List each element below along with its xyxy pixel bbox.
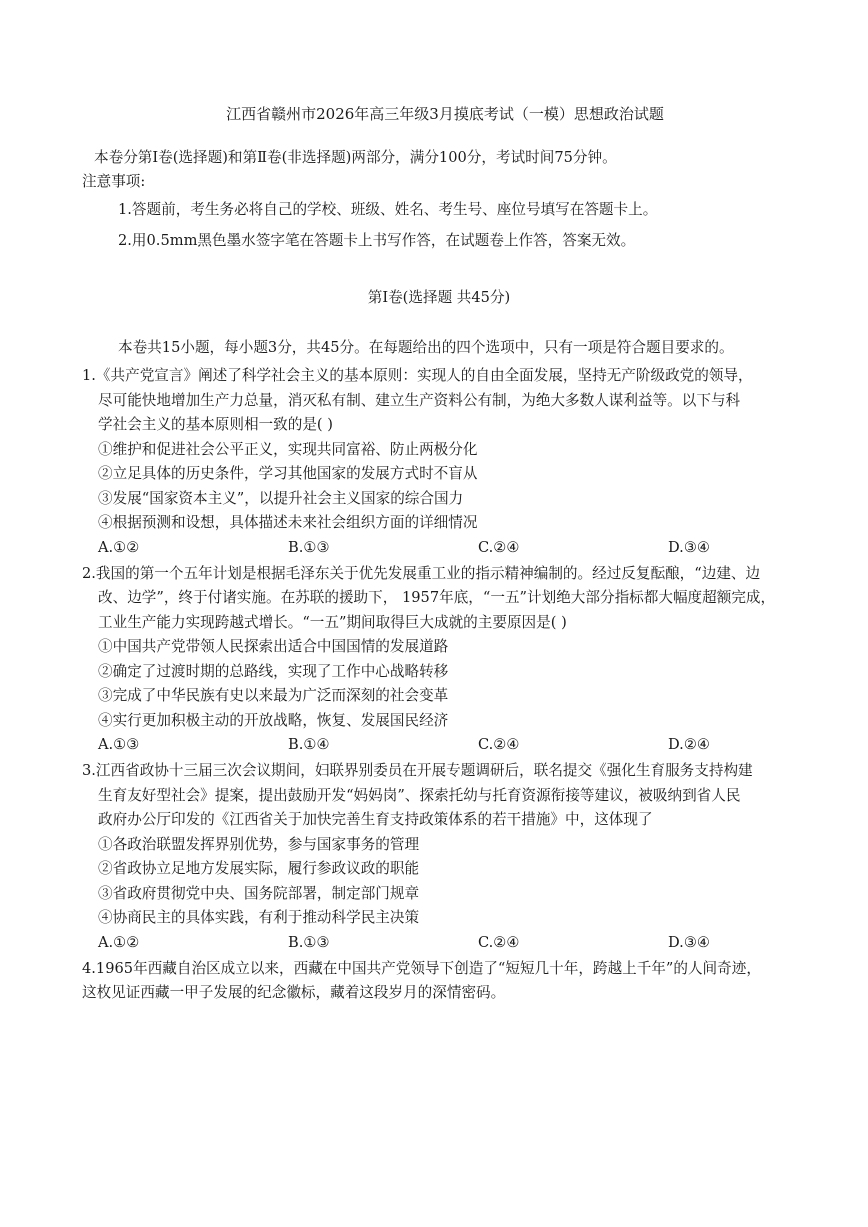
answer-choice-a: A.①② bbox=[98, 933, 140, 951]
answer-choice-b: B.①④ bbox=[288, 736, 330, 753]
question-3 bbox=[82, 759, 796, 955]
question-stem: 改、边学”，终于付诸实施。在苏联的援助下， 1957年底，“一五”计划绝大部分指标都大幅度超额完成， bbox=[98, 589, 776, 606]
answer-choice-d: D.③④ bbox=[668, 933, 710, 951]
question-option: ④协商民主的具体实践，有利于推动科学民主决策 bbox=[98, 909, 420, 926]
answer-choices bbox=[82, 931, 796, 955]
question-stem: 1.《共产党宣言》阐述了科学社会主义的基本原则：实现人的自由全面发展，坚持无产阶级政党的领导， bbox=[82, 367, 753, 384]
question-1 bbox=[82, 364, 796, 560]
question-stem: 这枚见证西藏一甲子发展的纪念徽标，藏着这段岁月的深情密码。 bbox=[82, 984, 506, 1001]
question-option: ④实行更加积极主动的开放战略，恢复、发展国民经济 bbox=[98, 711, 449, 729]
question-option: ③发展“国家资本主义”，以提升社会主义国家的综合国力 bbox=[98, 489, 464, 507]
question-stem: 2.我国的第一个五年计划是根据毛泽东关于优先发展重工业的指示精神编制的。经过反复酝酿，“边建、边 bbox=[82, 564, 761, 582]
question-option: ②确定了过渡时期的总路线，实现了工作中心战略转移 bbox=[98, 662, 449, 680]
question-option: ①中国共产党带领人民探索出适合中国国情的发展道路 bbox=[98, 638, 449, 655]
answer-choice-a: A.①③ bbox=[98, 736, 140, 753]
question-stem: 工业生产能力实现跨越式增长。“一五”期间取得巨大成就的主要原因是( ) bbox=[98, 613, 567, 631]
notice-item: 1.答题前，考生务必将自己的学校、班级、姓名、考生号、座位号填写在答题卡上。 bbox=[118, 201, 658, 218]
question-option: ③完成了中华民族有史以来最为广泛而深刻的社会变革 bbox=[98, 687, 449, 704]
question-option: ①维护和促进社会公平正义，实现共同富裕、防止两极分化 bbox=[98, 440, 478, 458]
answer-choice-b: B.①③ bbox=[288, 538, 330, 556]
question-stem: 学社会主义的基本原则相一致的是( ) bbox=[98, 416, 333, 433]
question-option: ③省政府贯彻党中央、国务院部署，制定部门规章 bbox=[98, 884, 420, 902]
answer-choice-c: C.②④ bbox=[478, 933, 520, 951]
question-2 bbox=[82, 562, 796, 758]
question-stem: 尽可能快地增加生产力总量，消灭私有制、建立生产资料公有制，为绝大多数人谋利益等。以下与科 bbox=[98, 391, 741, 409]
exam-title: 江西省赣州市2026年高三年级3月摸底考试（一模）思想政治试题 bbox=[226, 105, 664, 123]
question-stem: 生育友好型社会》提案，提出鼓励开发“妈妈岗”、探索托幼与托育资源衔接等建议，被吸纳到省人民 bbox=[98, 786, 741, 804]
notice-heading: 注意事项: bbox=[82, 173, 146, 190]
answer-choices bbox=[82, 536, 796, 560]
question-4 bbox=[82, 957, 796, 1006]
intro-line: 本卷分第Ⅰ卷(选择题)和第Ⅱ卷(非选择题)两部分，满分100分，考试时间75分钟。 bbox=[94, 149, 617, 166]
question-stem: 政府办公厅印发的《江西省关于加快完善生育支持政策体系的若干措施》中，这体现了 bbox=[98, 811, 653, 828]
answer-choice-d: D.③④ bbox=[668, 538, 710, 556]
answer-choice-b: B.①③ bbox=[288, 933, 330, 951]
answer-choice-c: C.②④ bbox=[478, 538, 520, 556]
section-description: 本卷共15小题，每小题3分，共45分。在每题给出的四个选项中，只有一项是符合题目要求的。 bbox=[118, 339, 734, 356]
question-option: ②立足具体的历史条件，学习其他国家的发展方式时不盲从 bbox=[98, 465, 478, 482]
question-option: ④根据预测和设想，具体描述未来社会组织方面的详细情况 bbox=[98, 514, 478, 531]
question-option: ①各政治联盟发挥界别优势，参与国家事务的管理 bbox=[98, 835, 420, 853]
question-stem: 3.江西省政协十三届三次会议期间，妇联界别委员在开展专题调研后，联名提交《强化生育服务支持构建 bbox=[82, 762, 753, 779]
answer-choice-d: D.②④ bbox=[668, 736, 710, 753]
question-option: ②省政协立足地方发展实际，履行参政议政的职能 bbox=[98, 860, 420, 877]
section-title: 第Ⅰ卷(选择题 共45分) bbox=[367, 289, 511, 306]
answer-choice-c: C.②④ bbox=[478, 736, 520, 753]
question-stem: 4.1965年西藏自治区成立以来，西藏在中国共产党领导下创造了“短短几十年，跨越上千年”的人间奇迹， bbox=[82, 959, 761, 977]
answer-choices bbox=[82, 733, 796, 757]
answer-choice-a: A.①② bbox=[98, 538, 140, 556]
exam-intro bbox=[82, 146, 796, 256]
notice-item: 2.用0.5mm黑色墨水签字笔在答题卡上书写作答，在试题卷上作答，答案无效。 bbox=[118, 232, 636, 249]
